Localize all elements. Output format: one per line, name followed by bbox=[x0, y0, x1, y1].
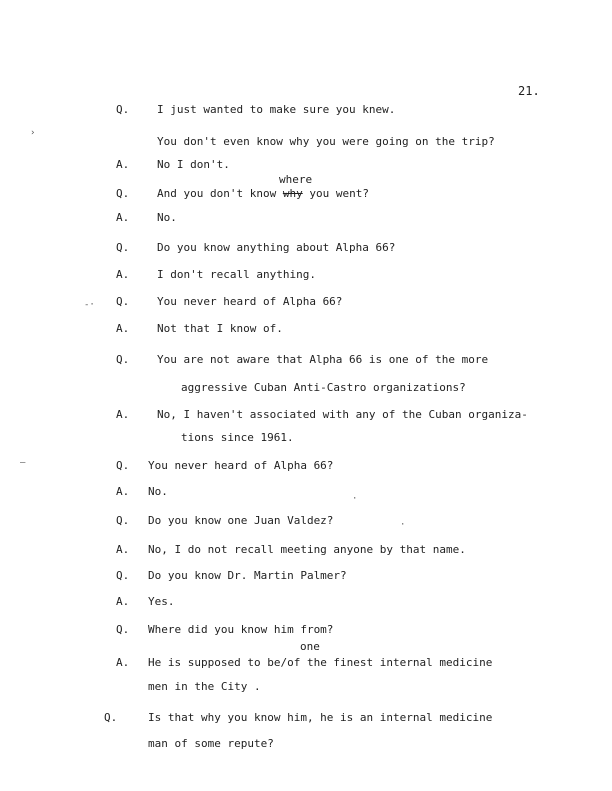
line-text: man of some repute? bbox=[148, 737, 274, 750]
scan-mark: · bbox=[400, 520, 406, 530]
transcript-line bbox=[0, 430, 612, 446]
transcript-line bbox=[0, 484, 612, 500]
line-text: Is that why you know him, he is an internal medicine bbox=[148, 711, 493, 724]
line-text: No. bbox=[148, 485, 168, 498]
line-text: I don't recall anything. bbox=[157, 268, 316, 281]
speaker-label: Q. bbox=[116, 353, 130, 366]
speaker-label: Q. bbox=[116, 459, 130, 472]
transcript-line bbox=[0, 710, 612, 726]
line-text: No, I do not recall meeting anyone by that name. bbox=[148, 543, 466, 556]
line-text: No, I haven't associated with any of the Cuban organiza- bbox=[157, 408, 528, 421]
speaker-label: A. bbox=[116, 656, 130, 669]
line-text: You never heard of Alpha 66? bbox=[148, 459, 334, 472]
line-text: You don't even know why you were going on the trip? bbox=[157, 135, 495, 148]
scan-mark: -· bbox=[84, 300, 95, 310]
line-text-before: He is supposed to be/ bbox=[148, 656, 288, 669]
transcript-line bbox=[0, 679, 612, 695]
line-text-before: And you don't know bbox=[157, 187, 283, 200]
line-text: Where did you know him from? bbox=[148, 623, 334, 636]
scan-mark: › bbox=[30, 128, 36, 138]
transcript-line bbox=[0, 267, 612, 283]
line-text bbox=[148, 655, 492, 671]
speaker-label: Q. bbox=[116, 569, 130, 582]
line-text-after: of the finest internal medicine bbox=[287, 656, 493, 669]
line-text: tions since 1961. bbox=[181, 431, 294, 444]
transcript-line bbox=[0, 134, 612, 150]
transcript-line bbox=[0, 380, 612, 396]
speaker-label: Q. bbox=[116, 241, 130, 254]
speaker-label: Q. bbox=[116, 103, 130, 116]
scan-mark: · bbox=[352, 494, 358, 504]
line-text: men in the City . bbox=[148, 680, 261, 693]
transcript-line bbox=[0, 458, 612, 474]
struck-text: why bbox=[282, 187, 303, 200]
transcript-line bbox=[0, 102, 612, 118]
speaker-label: Q. bbox=[116, 295, 130, 308]
speaker-label: Q. bbox=[104, 711, 118, 724]
line-text: Yes. bbox=[148, 595, 175, 608]
transcript-line bbox=[0, 542, 612, 558]
transcript-line bbox=[0, 157, 612, 173]
speaker-label: Q. bbox=[116, 514, 130, 527]
transcript-line bbox=[0, 594, 612, 610]
line-text: No I don't. bbox=[157, 158, 230, 171]
transcript-line bbox=[0, 655, 612, 671]
line-text: aggressive Cuban Anti-Castro organizations? bbox=[181, 381, 466, 394]
speaker-label: A. bbox=[116, 595, 130, 608]
line-text: Do you know Dr. Martin Palmer? bbox=[148, 569, 347, 582]
line-text bbox=[157, 186, 369, 202]
page-number: 21. bbox=[518, 84, 540, 98]
line-text: You are not aware that Alpha 66 is one of the more bbox=[157, 353, 489, 366]
line-text: You never heard of Alpha 66? bbox=[157, 295, 343, 308]
speaker-label: Q. bbox=[116, 623, 130, 636]
handwritten-insertion: where bbox=[279, 173, 313, 186]
handwritten-insertion: one bbox=[300, 640, 320, 653]
transcript-line bbox=[0, 210, 612, 226]
line-text-after: you went? bbox=[302, 187, 369, 200]
line-text: Not that I know of. bbox=[157, 322, 283, 335]
line-text: No. bbox=[157, 211, 177, 224]
line-text: Do you know one Juan Valdez? bbox=[148, 514, 334, 527]
transcript-line bbox=[0, 321, 612, 337]
speaker-label: A. bbox=[116, 211, 130, 224]
transcript-line bbox=[0, 186, 612, 202]
transcript-line bbox=[0, 513, 612, 529]
scan-mark: — bbox=[20, 458, 26, 468]
speaker-label: Q. bbox=[116, 187, 130, 200]
speaker-label: A. bbox=[116, 268, 130, 281]
transcript-line bbox=[0, 240, 612, 256]
speaker-label: A. bbox=[116, 158, 130, 171]
transcript-line bbox=[0, 736, 612, 752]
speaker-label: A. bbox=[116, 485, 130, 498]
transcript-line bbox=[0, 352, 612, 368]
speaker-label: A. bbox=[116, 322, 130, 335]
transcript-line bbox=[0, 407, 612, 423]
speaker-label: A. bbox=[116, 543, 130, 556]
speaker-label: A. bbox=[116, 408, 130, 421]
transcript-line bbox=[0, 568, 612, 584]
transcript-line bbox=[0, 622, 612, 638]
line-text: Do you know anything about Alpha 66? bbox=[157, 241, 396, 254]
line-text: I just wanted to make sure you knew. bbox=[157, 103, 396, 116]
